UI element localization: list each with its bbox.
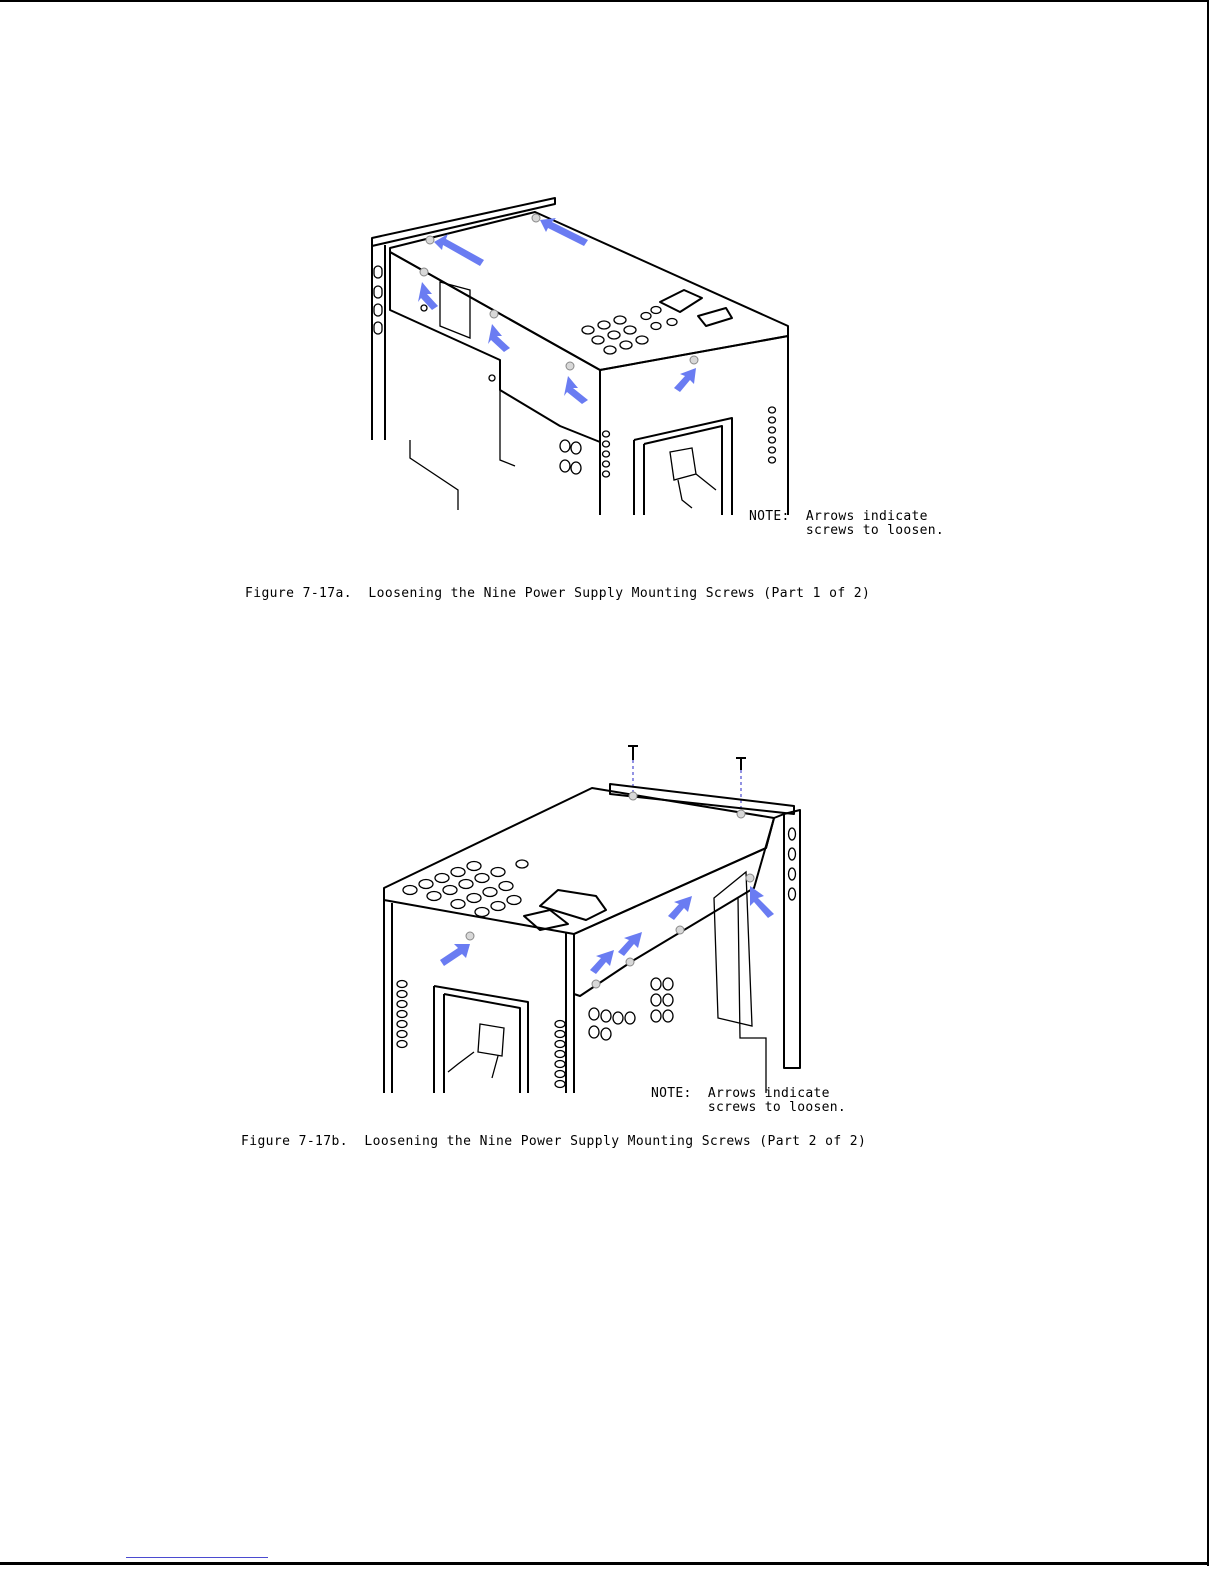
removed-screws [628,746,746,810]
figure-7-17b-illustration [374,738,814,1098]
chassis-front-frame [566,933,574,1093]
arrow-icon [564,376,588,404]
power-socket [660,290,702,312]
drive-bay-opening [434,986,528,1093]
page-border-bottom [0,1562,1209,1565]
figure-caption: Figure 7-17a. Loosening the Nine Power Supply Mounting Screws (Part 1 of 2) [245,586,871,601]
arrow-icon [668,896,692,920]
top-cover-vents [403,860,528,917]
arrow-icon [674,368,696,392]
arrow-icon [618,932,642,956]
power-switch [698,308,732,326]
figure-note: NOTE: Arrows indicate screws to loosen. [651,1086,847,1115]
screw-arrows [440,886,774,974]
figure-7-17a-illustration [360,190,800,520]
chassis-left-holes [374,266,382,334]
front-vent-holes [560,407,776,477]
page-border-top [0,0,1209,2]
chassis-right-frame [774,810,800,1068]
arrow-icon [440,944,470,966]
connector-plug [670,448,716,508]
chassis-rear-rail [610,784,794,814]
chassis-rear-rail [372,198,555,246]
arrow-icon [750,886,774,918]
power-supply-side-panel [390,252,600,442]
connector-plug [448,1024,504,1078]
arrow-icon [418,282,438,310]
page-footer-link[interactable] [126,1557,268,1558]
page-border-right [1207,0,1209,1566]
figure-caption: Figure 7-17b. Loosening the Nine Power Supply Mounting Screws (Part 2 of 2) [241,1134,867,1149]
arrow-icon [488,324,510,352]
figure-note: NOTE: Arrows indicate screws to loosen. [749,509,945,538]
power-socket [540,890,606,920]
chassis-left-frame [384,900,392,1093]
arrow-icon [590,950,614,974]
arrow-icon [434,234,484,266]
top-cover-vents [582,307,677,355]
